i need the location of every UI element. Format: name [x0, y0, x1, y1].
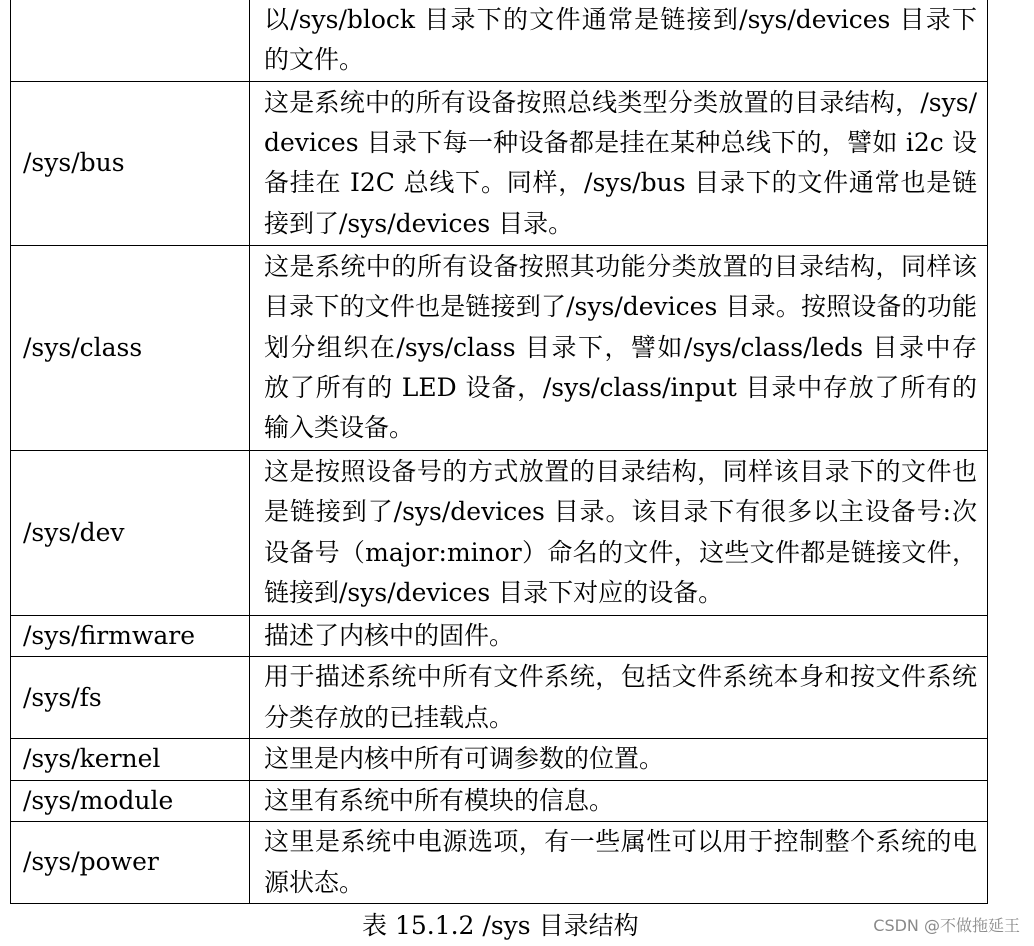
path-cell	[11, 0, 250, 81]
path-cell: /sys/dev	[11, 450, 250, 615]
path-cell: /sys/module	[11, 780, 250, 821]
table-caption: 表 15.1.2 /sys 目录结构	[362, 911, 639, 940]
path-cell: /sys/kernel	[11, 739, 250, 780]
table-row	[11, 0, 988, 81]
description-cell: 这是系统中的所有设备按照其功能分类放置的目录结构，同样该目录下的文件也是链接到了/sys/devices 目录。按照设备的功能划分组织在/sys/class 目录下，譬如/sys/class/leds 目录中存放了所有的 LED 设备，/sys/class/input 目录中存放了所有的输入类设备。	[250, 245, 988, 450]
table-row	[11, 615, 988, 656]
path-cell: /sys/power	[11, 822, 250, 904]
description-cell: 以/sys/block 目录下的文件通常是链接到/sys/devices 目录下的文件。	[250, 0, 988, 81]
table-row	[11, 657, 988, 739]
description-cell: 这里是系统中电源选项，有一些属性可以用于控制整个系统的电源状态。	[250, 822, 988, 904]
table-row	[11, 739, 988, 780]
description-cell: 这是按照设备号的方式放置的目录结构，同样该目录下的文件也是链接到了/sys/devices 目录。该目录下有很多以主设备号:次设备号（major:minor）命名的文件，这些文件都是链接文件，链接到/sys/devices 目录下对应的设备。	[250, 450, 988, 615]
description-cell: 这里是内核中所有可调参数的位置。	[250, 739, 988, 780]
description-cell: 用于描述系统中所有文件系统，包括文件系统本身和按文件系统分类存放的已挂载点。	[250, 657, 988, 739]
watermark: CSDN @不做拖延王	[873, 916, 1020, 935]
table-row	[11, 245, 988, 450]
table-row	[11, 822, 988, 904]
sys-directory-table	[10, 0, 988, 904]
path-cell: /sys/firmware	[11, 615, 250, 656]
table-row	[11, 81, 988, 245]
path-cell: /sys/class	[11, 245, 250, 450]
path-cell: /sys/bus	[11, 81, 250, 245]
table-row	[11, 450, 988, 615]
table-row	[11, 780, 988, 821]
description-cell: 描述了内核中的固件。	[250, 615, 988, 656]
path-cell: /sys/fs	[11, 657, 250, 739]
description-cell: 这是系统中的所有设备按照总线类型分类放置的目录结构，/sys/devices 目录下每一种设备都是挂在某种总线下的，譬如 i2c 设备挂在 I2C 总线下。同样，/sys/bus 目录下的文件通常也是链接到了/sys/devices 目录。	[250, 81, 988, 245]
description-cell: 这里有系统中所有模块的信息。	[250, 780, 988, 821]
